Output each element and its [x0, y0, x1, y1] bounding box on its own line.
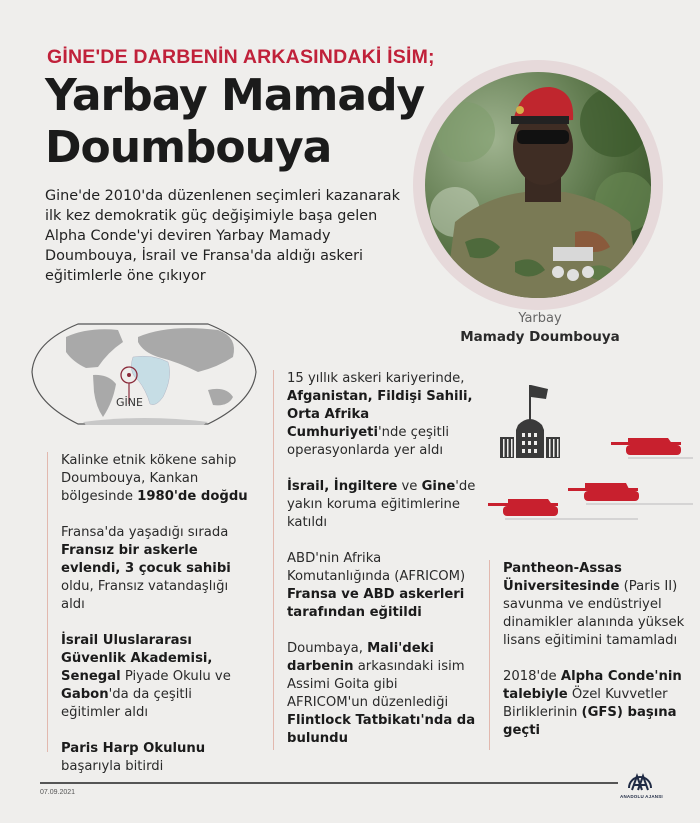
fact-paragraph: İsrail, İngiltere ve Gine'de yakın koruma eğitimlerine katıldı	[287, 479, 476, 530]
fact-paragraph: Kalinke etnik kökene sahip Doumbouya, Kankan bölgesinde 1980'de doğdu	[61, 453, 248, 504]
title-line-1: Yarbay Mamady	[45, 70, 425, 121]
page-title	[45, 70, 424, 174]
anadolu-logo	[620, 768, 663, 799]
title-line-2: Doumbouya	[45, 122, 332, 173]
fact-paragraph: Pantheon-Assas Üniversitesinde (Paris II) savunma ve endüstriyel dinamikler alanında yüksek lisans eğitimini tamamladı	[503, 561, 685, 648]
tank-icon	[488, 499, 638, 519]
portrait-name: Mamady Doumbouya	[460, 329, 620, 345]
portrait-rank: Yarbay	[518, 311, 562, 326]
fact-paragraph: 15 yıllık askeri kariyerinde, Afganistan, Fildişi Sahili, Orta Afrika Cumhuriyeti'nde çeşitli operasyonlarda yer aldı	[287, 371, 473, 458]
portrait-caption	[450, 310, 630, 346]
info-column-2	[273, 370, 477, 750]
fact-paragraph: 2018'de Alpha Conde'nin talebiyle Özel Kuvvetler Birliklerinin (GFS) başına geçti	[503, 669, 682, 738]
footer-divider	[40, 782, 618, 784]
fact-paragraph: İsrail Uluslararası Güvenlik Akademisi, Senegal Piyade Okulu ve Gabon'da da çeşitli eğitimler aldı	[61, 633, 231, 720]
aa-logo-icon	[626, 768, 654, 794]
intro-paragraph: Gine'de 2010'da düzenlenen seçimleri kazanarak ilk kez demokratik güç değişimiyle başa gelen Alpha Conde'yi deviren Yarbay Mamady Doumbouya, İsrail ve Fransa'da aldığı askeri eğitimlerle öne çıkıyor	[45, 188, 400, 284]
military-illustration	[478, 375, 693, 535]
fact-paragraph: Paris Harp Okulunu başarıyla bitirdi	[61, 741, 206, 774]
tank-icon	[611, 438, 693, 458]
info-column-3	[489, 560, 698, 750]
portrait-photo	[425, 72, 651, 298]
publish-date: 07.09.2021	[40, 789, 76, 796]
info-column-1	[47, 452, 251, 774]
soldier-portrait-icon	[425, 72, 651, 298]
map-label-guinea: GİNE	[116, 396, 143, 409]
world-map	[28, 312, 260, 430]
logo-text: ANADOLU AJANSI	[620, 794, 663, 799]
fact-paragraph: Fransa'da yaşadığı sırada Fransız bir askerle evlendi, 3 çocuk sahibi oldu, Fransız vatandaşlığı aldı	[61, 525, 231, 612]
fact-paragraph: ABD'nin Afrika Komutanlığında (AFRICOM) Fransa ve ABD askerleri tarafından eğitildi	[287, 551, 466, 620]
government-building-icon	[500, 385, 560, 458]
fact-paragraph: Doumbaya, Mali'deki darbenin arkasındaki isim Assimi Goita gibi AFRICOM'un düzenlediği Flintlock Tatbikatı'nda da bulundu	[287, 641, 476, 746]
world-map-icon	[28, 312, 260, 430]
tank-icon	[568, 483, 693, 504]
kicker-heading: GİNE'DE DARBENİN ARKASINDAKİ İSİM;	[47, 46, 435, 68]
